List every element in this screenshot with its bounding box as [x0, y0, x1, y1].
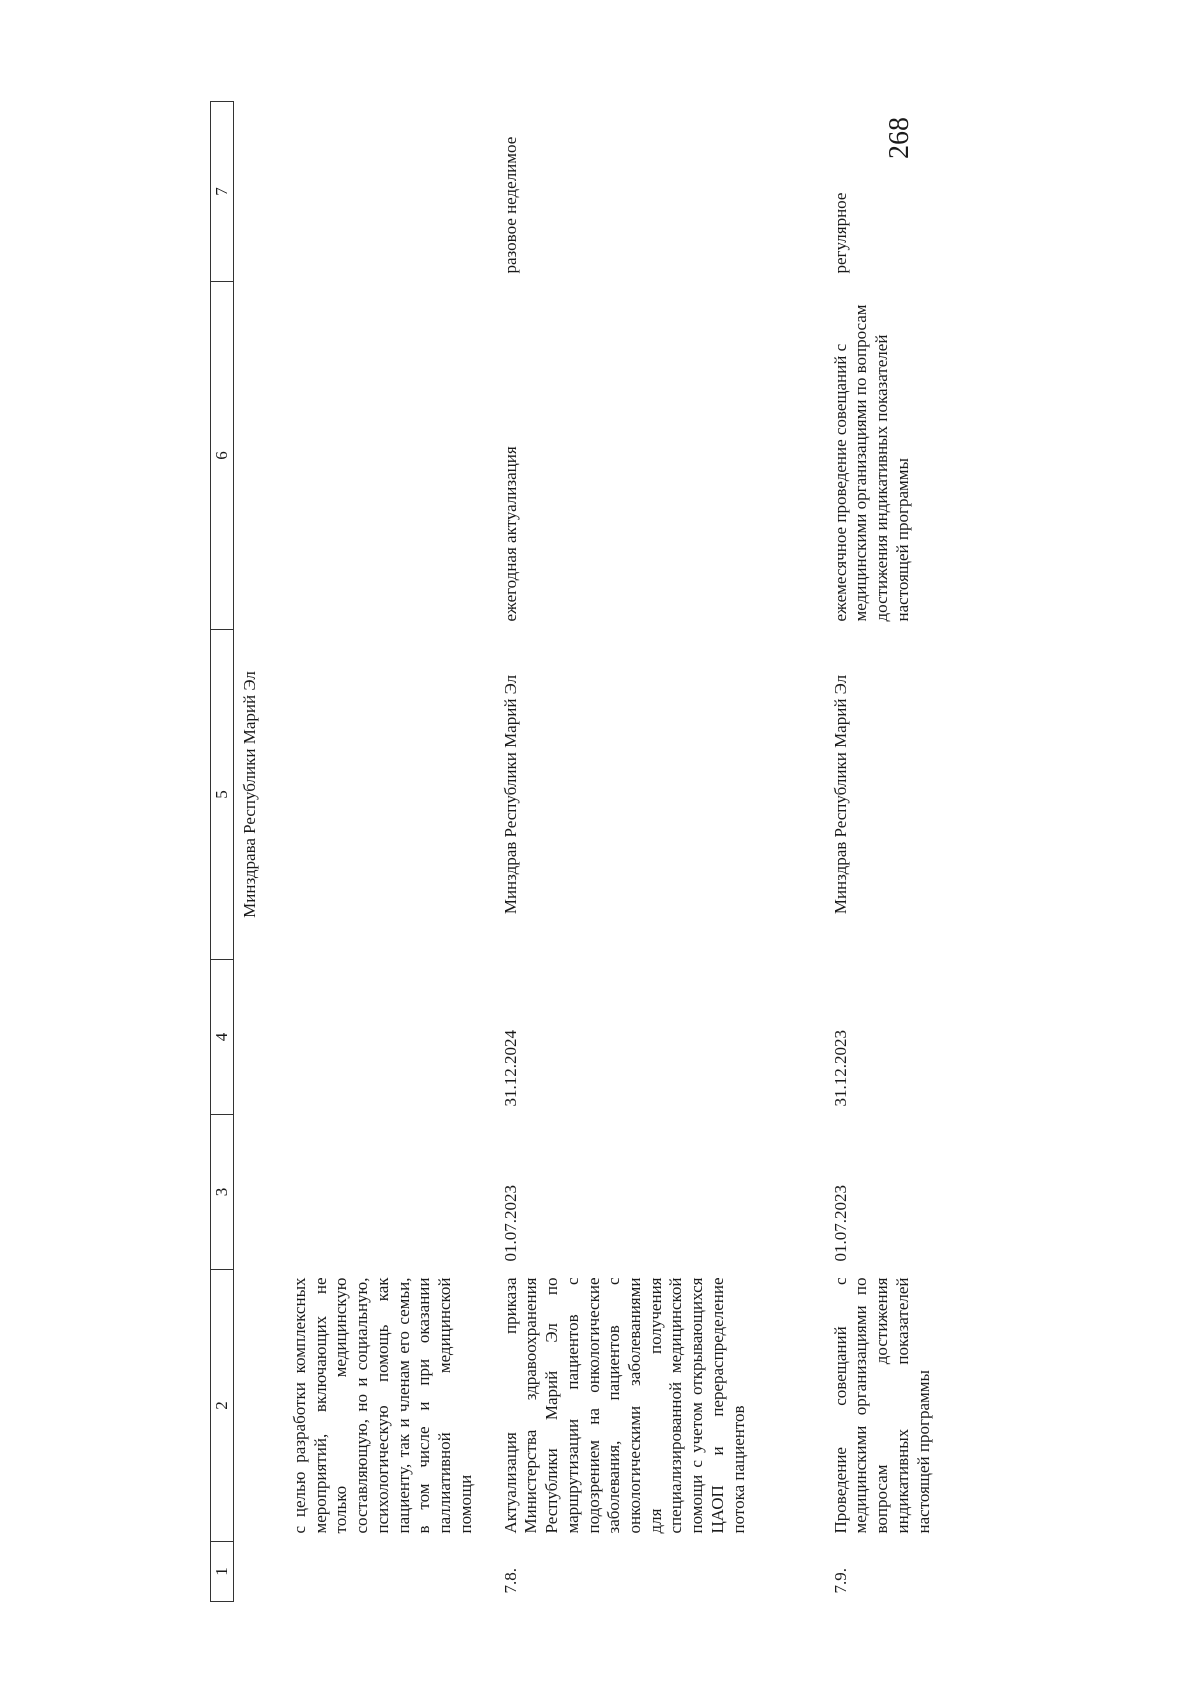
row-periodicity: регулярное: [830, 192, 850, 274]
table-row: [495, 102, 825, 1602]
row-description: Проведение совещаний с медицинскими организациями по вопросам достижения индикативных показателей настоящей программы: [830, 1277, 933, 1534]
column-header: 4: [211, 960, 234, 1115]
column-header: 1: [211, 1542, 234, 1602]
row-end-date: [234, 960, 495, 1115]
row-number: [234, 1542, 495, 1602]
column-header: 3: [211, 1115, 234, 1270]
row-periodicity: разовое неделимое: [500, 136, 520, 274]
row-end-date: 31.12.2023: [830, 1030, 850, 1107]
column-header: 6: [211, 282, 234, 630]
row-number: 7.9.: [830, 1568, 850, 1594]
column-header: 7: [211, 102, 234, 282]
row-description: Актуализация приказа Министерства здравоохранения Республики Марий Эл по маршрутизации пациентов с подозрением на онкологические заболевания, пациентов с онкологическими заболеваниями для получения специализированной медицинской помощи с учетом открывающихся ЦАОП и перераспределение потока пациентов: [500, 1277, 748, 1534]
row-end-date: 31.12.2024: [500, 1030, 520, 1107]
row-responsible: Минздрава Республики Марий Эл: [240, 671, 259, 918]
table-row: [234, 102, 495, 1602]
row-number: 7.8.: [500, 1568, 520, 1594]
row-result: ежемесячное проведение совещаний с медицинскими организациями по вопросам достижения индикативных показателей настоящей программы: [830, 304, 912, 622]
measures-table: [210, 101, 965, 1602]
row-periodicity: [234, 102, 495, 282]
row-responsible: Минздрав Республики Марий Эл: [500, 674, 520, 915]
row-start-date: 01.07.2023: [500, 1185, 520, 1262]
row-result: [234, 282, 495, 630]
row-description: с целью разработки комплексных мероприятий, включающих не только медицинскую составляющую, но и социальную, психологическую помощь как пациенту, так и членам его семьи, в том числе и при оказании паллиативной медицинской помощи: [290, 1277, 475, 1534]
table-header-row: [211, 102, 234, 1602]
column-header: 2: [211, 1270, 234, 1542]
rotated-page-content: [210, 102, 970, 1602]
row-start-date: [234, 1115, 495, 1270]
column-header: 5: [211, 630, 234, 960]
row-start-date: 01.07.2023: [830, 1185, 850, 1262]
table-row: [825, 102, 965, 1602]
page-number: 268: [884, 117, 915, 159]
row-responsible: Минздрав Республики Марий Эл: [830, 674, 850, 915]
row-result: ежегодная актуализация: [500, 446, 520, 622]
